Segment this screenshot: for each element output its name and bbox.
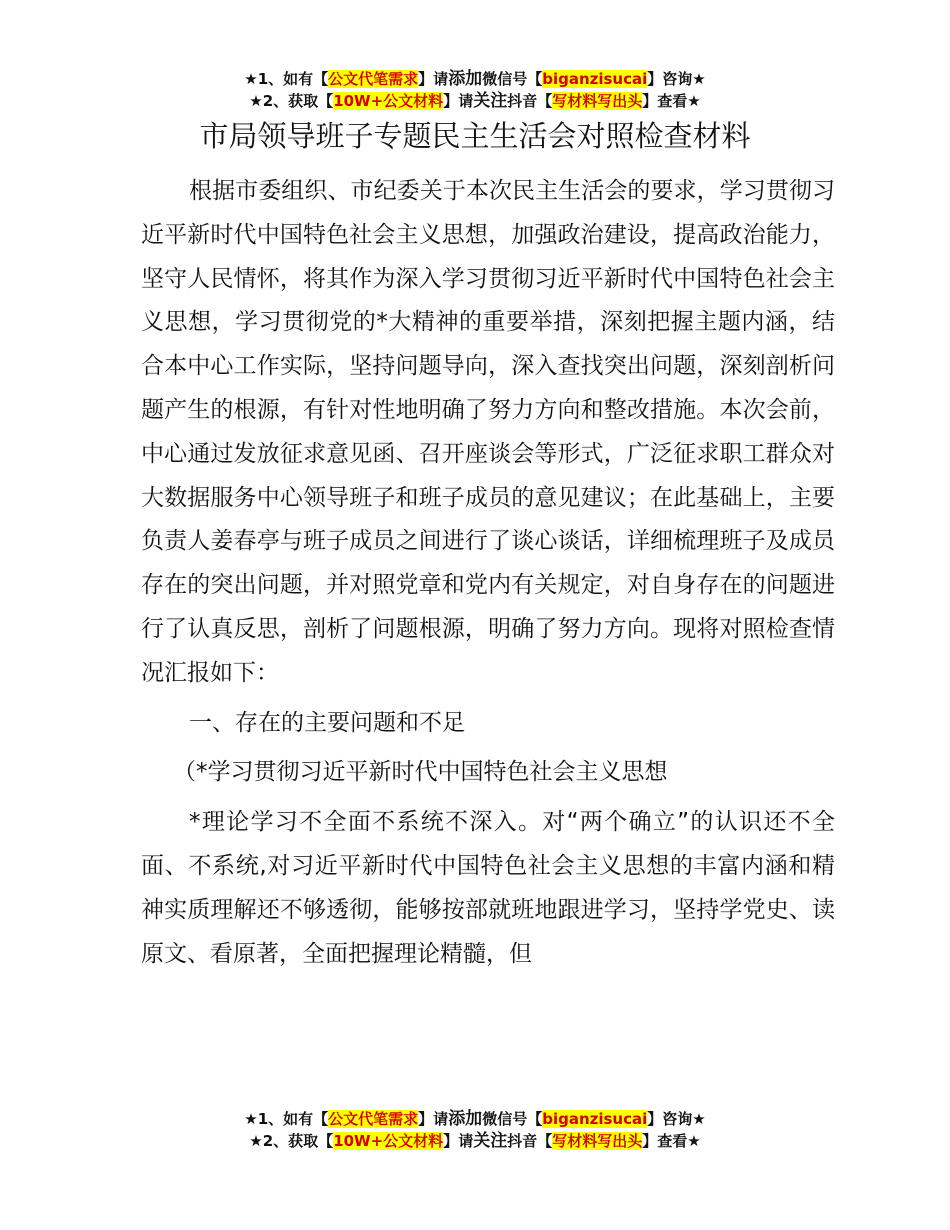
banner-2-emphasis: 关注 bbox=[473, 91, 508, 111]
banner-2-suffix: 】查看★ bbox=[642, 92, 701, 110]
footer-line-2 bbox=[0, 1130, 950, 1152]
footer-1-highlight-wechat: biganzisucai bbox=[542, 1110, 648, 1128]
header-banner bbox=[0, 68, 950, 112]
banner-1-highlight-service: 公文代笔需求 bbox=[328, 70, 419, 88]
banner-1-highlight-wechat: biganzisucai bbox=[542, 70, 648, 88]
paragraph-theory-study: *理论学习不全面不系统不深入。对“两个确立”的认识还不全面、不系统,对习近平新时代中国特色社会主义思想的丰富内涵和精神实质理解还不够透彻，能够按部就班地跟进学习，坚持学党史、读原文、看原著，全面把握理论精髓，但 bbox=[141, 809, 835, 967]
paragraph-intro: 根据市委组织、市纪委关于本次民主生活会的要求，学习贯彻习近平新时代中国特色社会主义思想，加强政治建设，提高政治能力，坚守人民情怀，将其作为深入学习贯彻习近平新时代中国特色社会主义思想，学习贯彻党的*大精神的重要举措，深刻把握主题内涵，结合本中心工作实际，坚持问题导向，深入查找突出问题，深刻剖析问题产生的根源，有针对性地明确了努力方向和整改措施。本次会前，中心通过发放征求意见函、召开座谈会等形式，广泛征求职工群众对大数据服务中心领导班子和班子成员的意见建议；在此基础上，主要负责人姜春亭与班子成员之间进行了谈心谈话，详细梳理班子及成员存在的突出问题，并对照党章和党内有关规定，对自身存在的问题进行了认真反思，剖析了问题根源，明确了努力方向。现将对照检查情况汇报如下： bbox=[141, 178, 835, 686]
banner-1-mid2: 微信号【 bbox=[482, 70, 543, 88]
footer-2-highlight-douyin: 写材料写出头 bbox=[552, 1132, 643, 1150]
footer-2-prefix: ★2、获取【 bbox=[249, 1132, 334, 1150]
footer-2-mid2: 抖音【 bbox=[507, 1132, 553, 1150]
footer-2-emphasis: 关注 bbox=[473, 1131, 508, 1151]
document-title: 市局领导班子专题民主生活会对照检查材料 bbox=[199, 119, 751, 153]
banner-1-suffix: 】咨询★ bbox=[647, 70, 706, 88]
footer-1-highlight-service: 公文代笔需求 bbox=[328, 1110, 419, 1128]
document-body bbox=[141, 170, 835, 976]
footer-line-1 bbox=[0, 1108, 950, 1130]
footer-2-suffix: 】查看★ bbox=[642, 1132, 701, 1150]
banner-2-highlight-materials: 10W+公文材料 bbox=[333, 92, 444, 110]
footer-banner bbox=[0, 1108, 950, 1152]
footer-1-mid: 】请 bbox=[418, 1110, 449, 1128]
footer-1-prefix: ★1、如有【 bbox=[244, 1110, 329, 1128]
footer-1-emphasis: 添加 bbox=[448, 1109, 483, 1129]
footer-2-mid: 】请 bbox=[443, 1132, 474, 1150]
banner-1-prefix: ★1、如有【 bbox=[244, 70, 329, 88]
banner-line-2 bbox=[0, 90, 950, 112]
banner-1-mid: 】请 bbox=[418, 70, 449, 88]
banner-2-highlight-douyin: 写材料写出头 bbox=[552, 92, 643, 110]
banner-2-mid2: 抖音【 bbox=[507, 92, 553, 110]
banner-2-mid: 】请 bbox=[443, 92, 474, 110]
banner-line-1 bbox=[0, 68, 950, 90]
subsection-heading: （*学习贯彻习近平新时代中国特色社会主义思想 bbox=[173, 759, 668, 786]
footer-1-mid2: 微信号【 bbox=[482, 1110, 543, 1128]
banner-2-prefix: ★2、获取【 bbox=[249, 92, 334, 110]
banner-1-emphasis: 添加 bbox=[448, 69, 483, 89]
footer-1-suffix: 】咨询★ bbox=[647, 1110, 706, 1128]
footer-2-highlight-materials: 10W+公文材料 bbox=[333, 1132, 444, 1150]
section-heading: 一、存在的主要问题和不足 bbox=[189, 709, 465, 736]
